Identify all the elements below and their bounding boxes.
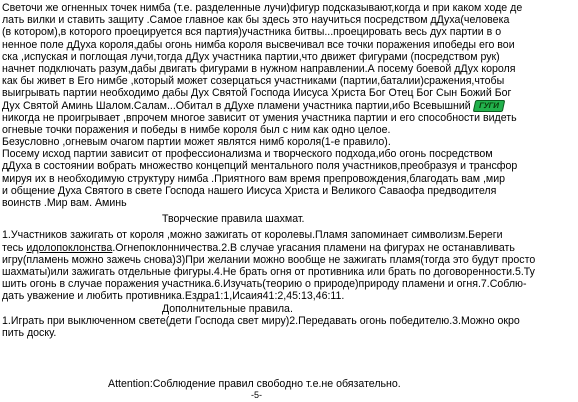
text-fragment: тесь (2, 241, 27, 254)
text-line: дДуха в состоянии вобрать множество концепций ментального поля участников,преобразуя и трансфор (2, 160, 518, 173)
logo-badge (474, 100, 502, 110)
text-line: (в котором),в которого проецируется вся партия)участника битвы...проецировать весь дух партии в о (2, 26, 502, 39)
text-line: Светочи же огненных точек нимба (т.е. разделенные лучи)фигур подсказывают,когда и при каком ходе де (2, 2, 523, 14)
text-line: Безусловно ,огневым очагом партии может являтся нимб короля(1-е правило). (2, 136, 391, 149)
additional-paragraph (2, 315, 576, 339)
text-line: мируя их в необходимую структуру нимба .Приятного вам время препровождения,благодать вам ,мир (2, 172, 506, 185)
badge-label: ГУГИ (472, 100, 505, 112)
document-body (2, 2, 576, 339)
intro-paragraph (2, 2, 576, 209)
text-line: воинств .Мир вам. Аминь (2, 197, 127, 209)
text-fragment: .Огнепоклонничества.2.В случае угасания пламени на фигурах не останавливать (112, 241, 515, 254)
text-line: Посему исход партии зависит от профессионализма и творческого подхода,ибо огонь посредством (2, 148, 493, 161)
text-line: пить доску. (2, 326, 57, 339)
text-line: выигрывать партии необходимо дабы Дух Святой Господа Иисуса Христа Бог Отец Бог Сын Божий Бог (2, 87, 512, 100)
text-line: начнет подключать разум,дабы двигать фигурами в нужном направлении.А посему боевой дДух короля (2, 62, 516, 75)
text-line: как бы живет в Его нимбе ,который может созерцаться участниками (партии,баталии)сражения,чтобы (2, 75, 505, 88)
text-line: ска ,испуская и поглощая лучи,тогда дДух участника партии,что движет фигурами (посредством рук) (2, 50, 500, 63)
text-line: дать уважение и любить противника.Ездра1:1,Исаия41:2,45:13,46:11. (2, 290, 345, 303)
text-line: Дух Святой Аминь Шалом.Салам...Обитал в дДухе пламени участника партии,ибо Всевышний (2, 99, 471, 112)
section-title: Творческие правила шахмат. (162, 213, 305, 226)
additional-title: Дополнительные правила. (162, 302, 293, 315)
underlined-word: идолопоклонства (26, 241, 113, 254)
text-line-with-badge (2, 100, 576, 112)
page-number: -5- (251, 390, 262, 400)
text-line: и общение Духа Святого в свете Господа нашего Иисуса Христа и Великого Саваофа предводителя (2, 184, 497, 197)
footer-note: Attention:Соблюдение правил свободно т.е.не обязательно. (108, 378, 401, 390)
text-line: огневые точки поражения и победы в нимбе короля был с ним как одно целое. (2, 123, 391, 136)
text-line: шахматы)или зажигать отдельные фигуры.4.Не брать огня от противника или брать по договоренности.5.Ту (2, 265, 535, 278)
text-line-with-underline (2, 242, 576, 254)
text-line: 1.Играть при выключенном свете(дети Господа свет миру)2.Передавать огонь победителю.3.Можно окро (2, 314, 520, 327)
text-line: никогда не проигрывает ,впрочем многое зависит от умения участника партии и его способности видеть (2, 111, 517, 124)
rules-paragraph (2, 229, 576, 302)
text-line: игру(пламень можно зажечь снова)3)При желании можно вообще не зажигать пламя(тогда это будут просто (2, 253, 536, 266)
text-line: лать вилки и ставить защиту .Самое главное как бы здесь это научиться посредством дДуха(человека (2, 14, 510, 27)
text-line: шить огонь в случае поражения участника.6.Изучать(теорию о природе)природу пламени и огня.7.Соблю- (2, 278, 527, 291)
text-line: ненное поле дДуха короля,дабы огонь нимба короля высвечивал все точки поражения ипобеды его вои (2, 38, 515, 51)
text-line: 1.Участников зажигать от короля ,можно зажигать от королевы.Пламя запоминает символизм.Береги (2, 229, 503, 242)
